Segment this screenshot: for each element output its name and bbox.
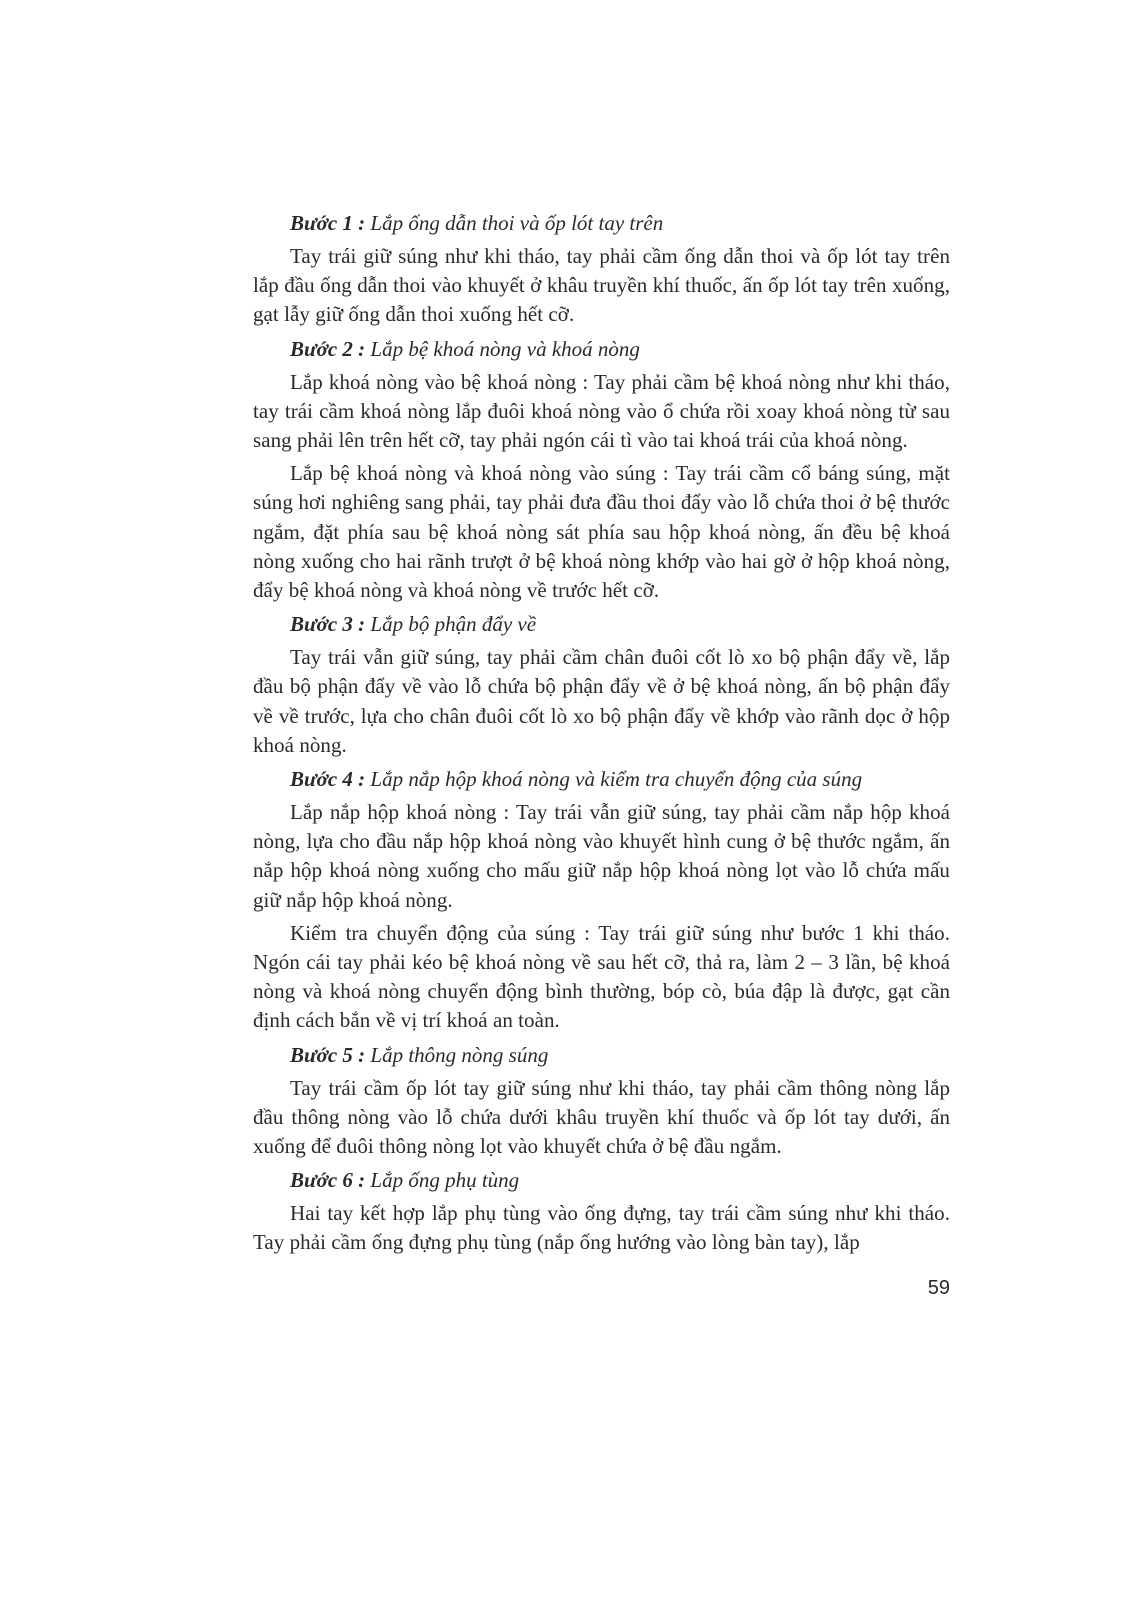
step-label: Bước 4 : [290,767,366,792]
step-title: Lắp bộ phận đẩy về [370,612,537,637]
step-title: Lắp thông nòng súng [370,1042,549,1067]
step-heading [253,1040,950,1070]
section-step-2 [253,334,950,606]
step-title: Lắp nắp hộp khoá nòng và kiểm tra chuyển động của súng [370,767,863,792]
step-heading [253,208,950,238]
section-step-3 [253,609,950,760]
step-label: Bước 6 : [290,1168,366,1193]
section-step-1 [253,208,950,330]
paragraph: Lắp bệ khoá nòng và khoá nòng vào súng : Tay trái cầm cổ báng súng, mặt súng hơi nghiêng sang phải, tay phải đưa đầu thoi đẩy vào lỗ chứa thoi ở bệ thước ngắm, đặt phía sau bệ khoá nòng sát phía sau hộp khoá nòng, ấn đều bệ khoá nòng xuống cho hai rãnh trượt ở bệ khoá nòng khớp vào hai gờ ở hộp khoá nòng, đẩy bệ khoá nòng và khoá nòng về trước hết cỡ. [253,461,950,603]
section-step-6 [253,1165,950,1257]
step-title: Lắp ống phụ tùng [370,1168,520,1193]
paragraph: Tay trái cầm ốp lót tay giữ súng như khi tháo, tay phải cầm thông nòng lắp đầu thông nòng vào lỗ chứa dưới khâu truyền khí thuốc và ốp lót tay dưới, ấn xuống để đuôi thông nòng lọt vào khuyết chứa ở bệ đầu ngắm. [253,1075,950,1159]
step-title: Lắp ống dẫn thoi và ốp lót tay trên [370,211,664,235]
page-number: 59 [927,1277,950,1299]
step-label: Bước 3 : [290,612,366,637]
step-title: Lắp bệ khoá nòng và khoá nòng [370,336,640,361]
step-label: Bước 5 : [290,1042,366,1067]
paragraph: Lắp khoá nòng vào bệ khoá nòng : Tay phải cầm bệ khoá nòng như khi tháo, tay trái cầm khoá nòng lắp đuôi khoá nòng vào ổ chứa rồi xoay khoá nòng từ sau sang phải lên trên hết cỡ, tay phải ngón cái tì vào tai khoá trái của khoá nòng. [253,369,950,453]
paragraph: Kiểm tra chuyển động của súng : Tay trái giữ súng như bước 1 khi tháo. Ngón cái tay phải kéo bệ khoá nòng về sau hết cỡ, thả ra, làm 2 – 3 lần, bệ khoá nòng và khoá nòng chuyển động bình thường, bóp cò, búa đập là được, gạt cần định cách bắn về vị trí khoá an toàn. [253,920,950,1033]
paragraph: Hai tay kết hợp lắp phụ tùng vào ống đựng, tay trái cầm súng như khi tháo. Tay phải cầm ống đựng phụ tùng (nắp ống hướng vào lòng bàn tay), lắp [253,1201,950,1255]
paragraph: Lắp nắp hộp khoá nòng : Tay trái vẫn giữ súng, tay phải cầm nắp hộp khoá nòng, lựa cho đầu nắp hộp khoá nòng vào khuyết hình cung ở bệ thước ngắm, ấn nắp hộp khoá nòng xuống cho mấu giữ nắp hộp khoá nòng lọt vào lỗ chứa mấu giữ nắp hộp khoá nòng. [253,800,950,912]
step-label: Bước 1 : [290,211,366,235]
section-step-4 [253,764,950,1036]
section-step-5 [253,1040,950,1162]
step-heading [253,1165,950,1195]
step-heading [253,609,950,639]
page-body [253,208,950,1262]
paragraph: Tay trái giữ súng như khi tháo, tay phải cầm ống dẫn thoi và ốp lót tay trên lắp đầu ống dẫn thoi vào khuyết ở khâu truyền khí thuốc, ấn ốp lót tay trên xuống, gạt lẫy giữ ống dẫn thoi xuống hết cỡ. [253,244,950,327]
step-heading [253,764,950,794]
paragraph: Tay trái vẫn giữ súng, tay phải cầm chân đuôi cốt lò xo bộ phận đẩy về, lắp đầu bộ phận đẩy về vào lỗ chứa bộ phận đẩy về ở bệ khoá nòng, ấn bộ phận đẩy về về trước, lựa cho chân đuôi cốt lò xo bộ phận đẩy về khớp vào rãnh dọc ở hộp khoá nòng. [253,645,950,757]
step-heading [253,334,950,364]
step-label: Bước 2 : [290,336,366,361]
